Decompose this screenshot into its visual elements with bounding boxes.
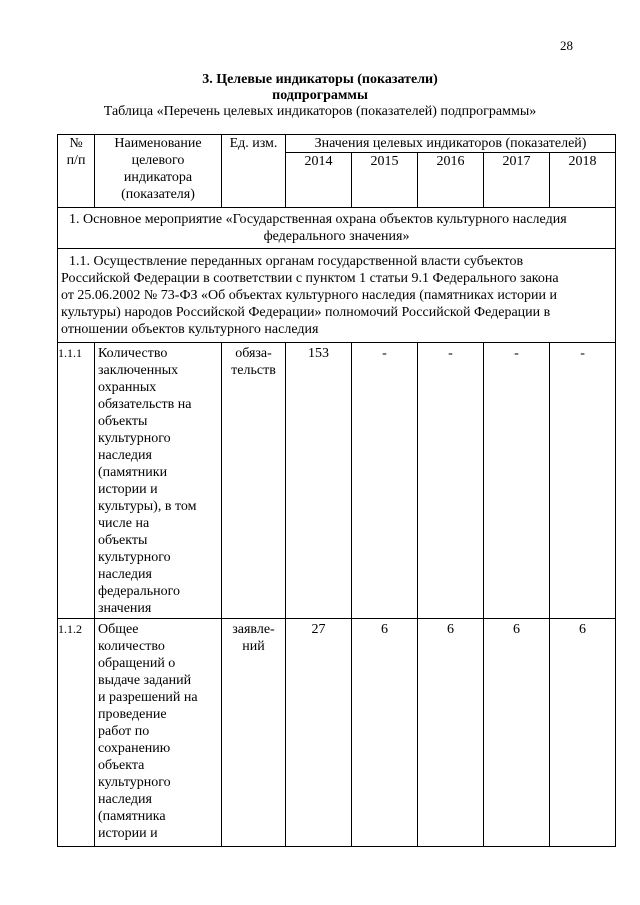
- header-year: 2017: [484, 153, 550, 208]
- section-row: [58, 208, 616, 249]
- header-unit: Ед. изм.: [222, 135, 286, 208]
- header-name: Наименование целевого индикатора (показателя): [95, 135, 222, 208]
- subsection-title: 1.1. Осуществление переданных органам государственной власти субъектов Российской Федерации в соответствии с пунктом 1 статьи 9.1 Федерального закона от 25.06.2002 № 73-ФЗ «Об объектах культурного наследия (памятниках истории и культуры) народов Российской Федерации» полномочий Российской Федерации в отношении объектов культурного наследия: [58, 249, 616, 343]
- row-value: 6: [550, 619, 616, 847]
- header-year: 2015: [352, 153, 418, 208]
- row-indicator-name: Количество заключенных охранных обязательств на объекты культурного наследия (памятники истории и культуры), в том числе на объекты культурного наследия федерального значения: [95, 343, 222, 619]
- header-year: 2016: [418, 153, 484, 208]
- row-value: 6: [418, 619, 484, 847]
- row-number: 1.1.1: [58, 343, 95, 619]
- row-value: -: [352, 343, 418, 619]
- table-row: [58, 619, 616, 847]
- table-row: [58, 343, 616, 619]
- header-values-group: Значения целевых индикаторов (показателей): [286, 135, 616, 153]
- row-value: 6: [484, 619, 550, 847]
- section-heading: 3. Целевые индикаторы (показатели): [202, 72, 438, 87]
- row-value: -: [484, 343, 550, 619]
- header-number: № п/п: [58, 135, 95, 208]
- page-number: 28: [560, 38, 573, 53]
- row-value: -: [550, 343, 616, 619]
- table-caption: Таблица «Перечень целевых индикаторов (показателей) подпрограммы»: [103, 104, 537, 119]
- subsection-row: [58, 249, 616, 343]
- section-heading-continuation: подпрограммы: [272, 88, 368, 103]
- header-row: [58, 135, 616, 153]
- section-title: 1. Основное мероприятие «Государственная охрана объектов культурного наследия федерального значения»: [58, 208, 616, 249]
- row-value: 27: [286, 619, 352, 847]
- header-year: 2014: [286, 153, 352, 208]
- row-value: 6: [352, 619, 418, 847]
- header-year: 2018: [550, 153, 616, 208]
- row-unit: обяза- тельств: [222, 343, 286, 619]
- row-value: 153: [286, 343, 352, 619]
- row-indicator-name: Общее количество обращений о выдаче заданий и разрешений на проведение работ по сохранению объекта культурного наследия (памятника истории и: [95, 619, 222, 847]
- indicators-table: [57, 134, 616, 847]
- row-value: -: [418, 343, 484, 619]
- row-number: 1.1.2: [58, 619, 95, 847]
- row-unit: заявле- ний: [222, 619, 286, 847]
